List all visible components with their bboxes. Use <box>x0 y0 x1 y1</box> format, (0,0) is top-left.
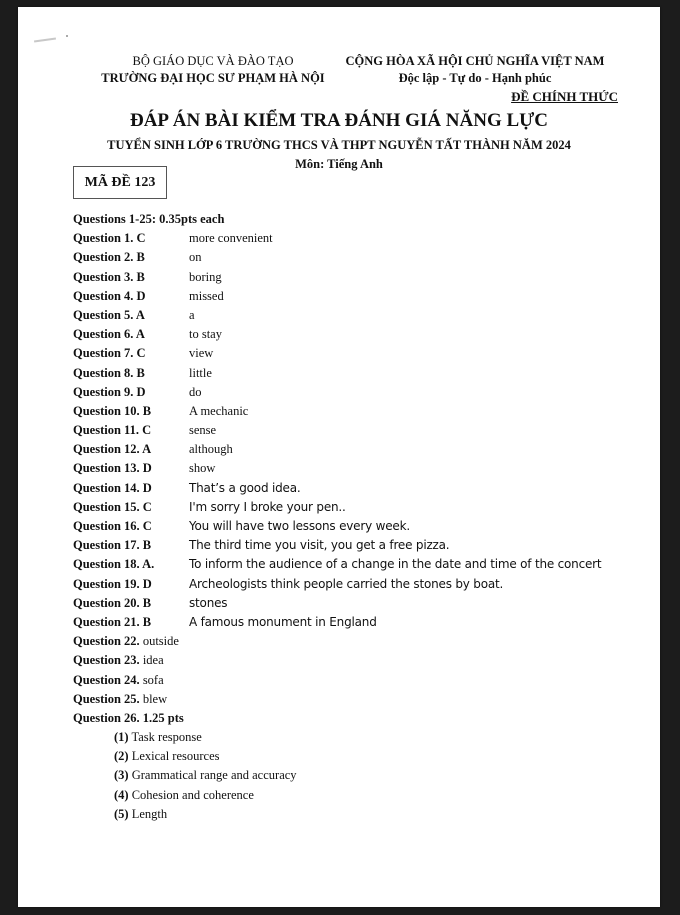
answer-row <box>73 421 297 440</box>
scan-dot <box>66 35 68 37</box>
question-label: Question 21. B <box>73 614 152 629</box>
criteria-number: (3) <box>114 768 129 783</box>
criteria-text: Task response <box>131 730 202 745</box>
answer-text: You will have two lessons every week. <box>189 519 410 533</box>
question-label: Question 22. <box>73 634 140 649</box>
answer-row <box>73 594 297 613</box>
answer-row <box>73 671 297 690</box>
answer-row <box>73 651 297 670</box>
document-title: ĐÁP ÁN BÀI KIỂM TRA ĐÁNH GIÁ NĂNG LỰC <box>129 110 549 131</box>
criteria-number: (1) <box>114 730 129 745</box>
question-label: Question 5. A <box>73 307 145 322</box>
answer-text: I'm sorry I broke your pen.. <box>189 499 346 514</box>
question-label: Question 25. <box>73 691 140 706</box>
answer-row <box>73 383 297 402</box>
answer-row <box>73 690 297 709</box>
official-label: ĐỀ CHÍNH THỨC <box>511 89 618 104</box>
answer-text: sense <box>189 423 217 438</box>
question-label: Question 11. C <box>73 423 152 438</box>
criteria-item <box>114 747 297 766</box>
answer-row <box>73 479 301 498</box>
question-label: Question 2. B <box>73 250 145 265</box>
answer-row <box>73 344 297 363</box>
question-label: Question 4. D <box>73 288 146 303</box>
question-label: Question 24. <box>73 672 140 687</box>
criteria-text: Length <box>131 806 168 821</box>
answer-text: boring <box>189 269 222 284</box>
answer-row <box>73 517 410 536</box>
question-label: Question 19. D <box>73 576 152 591</box>
criteria-number: (5) <box>114 806 129 821</box>
answer-row <box>73 440 297 459</box>
answer-row <box>73 325 297 344</box>
answer-list <box>73 210 602 824</box>
answer-row <box>73 287 297 306</box>
criteria-number: (2) <box>114 749 129 764</box>
question-label: Question 13. D <box>73 461 152 476</box>
question-label: Question 10. B <box>73 403 152 418</box>
answer-row <box>73 229 297 248</box>
answer-text: A mechanic <box>189 403 249 418</box>
answer-row <box>73 268 297 287</box>
criteria-text: Lexical resources <box>131 749 220 764</box>
question-label: Question 20. B <box>73 595 152 610</box>
criteria-list <box>73 728 297 824</box>
question-label: Question 8. B <box>73 365 145 380</box>
criteria-item <box>114 728 297 747</box>
answer-text: To inform the audience of a change in the date and time of the concert <box>189 557 602 572</box>
answer-text: to stay <box>189 327 222 342</box>
answer-text: blew <box>142 691 168 706</box>
ministry-name: BỘ GIÁO DỤC VÀ ĐÀO TẠO <box>132 54 294 68</box>
answer-row <box>73 536 450 555</box>
answer-text: Archeologists think people carried the stones by boat. <box>189 576 504 591</box>
answer-row <box>73 632 297 651</box>
answer-row <box>73 306 297 325</box>
criteria-number: (4) <box>114 787 129 802</box>
exam-code-box <box>73 166 167 199</box>
answer-text: missed <box>189 288 224 303</box>
question-label: Question 9. D <box>73 384 146 399</box>
answer-row <box>73 248 297 267</box>
exam-code: MÃ ĐỀ 123 <box>84 174 156 190</box>
answer-text: A famous monument in England <box>189 614 377 629</box>
question-label: Question 7. C <box>73 346 146 361</box>
answer-row <box>73 364 297 383</box>
question-label: Question 14. D <box>73 480 152 495</box>
answer-text: more convenient <box>189 231 273 246</box>
answer-row <box>73 575 504 594</box>
answer-text: That’s a good idea. <box>189 480 301 495</box>
header-right <box>330 53 620 87</box>
answer-text: view <box>189 346 214 361</box>
answer-row <box>73 555 602 574</box>
question-26-header: Question 26. 1.25 pts <box>73 710 184 725</box>
subject-label: Môn: Tiếng Anh <box>295 157 383 171</box>
answer-row <box>73 613 377 632</box>
header-left <box>98 53 328 87</box>
question-label: Question 16. C <box>73 519 152 533</box>
answer-text: do <box>189 384 202 399</box>
criteria-item <box>114 786 297 805</box>
answer-text: The third time you visit, you get a free pizza. <box>189 538 450 553</box>
document-subtitle: TUYỂN SINH LỚP 6 TRƯỜNG THCS VÀ THPT NGUYỄN TẤT THÀNH NĂM 2024 <box>107 138 571 152</box>
university-name: TRƯỜNG ĐẠI HỌC SƯ PHẠM HÀ NỘI <box>101 71 325 85</box>
answer-text: although <box>189 442 233 457</box>
question-label: Question 23. <box>73 653 140 668</box>
answer-row <box>73 498 346 517</box>
answer-text: idea <box>142 653 164 668</box>
motto: Độc lập - Tự do - Hạnh phúc <box>398 71 552 85</box>
answer-row <box>73 459 297 478</box>
question-label: Question 17. B <box>73 538 152 553</box>
answer-text: stones <box>189 595 228 610</box>
answer-text: sofa <box>142 672 164 687</box>
criteria-text: Grammatical range and accuracy <box>131 768 297 783</box>
answer-row <box>73 402 297 421</box>
question-label: Question 12. A <box>73 442 152 457</box>
answer-text: show <box>189 461 216 476</box>
question-label: Question 3. B <box>73 269 145 284</box>
answer-text: little <box>189 365 212 380</box>
question-label: Question 6. A <box>73 327 145 342</box>
question-label: Question 15. C <box>73 499 152 514</box>
answer-text: a <box>189 307 195 322</box>
question-label: Question 18. A. <box>73 557 155 572</box>
question-label: Question 1. C <box>73 231 146 246</box>
criteria-item <box>114 766 297 785</box>
answer-text: on <box>189 250 202 265</box>
answer-text: outside <box>142 634 179 649</box>
republic-name: CỘNG HÒA XÃ HỘI CHỦ NGHĨA VIỆT NAM <box>345 54 605 68</box>
document-page <box>18 7 660 907</box>
criteria-item <box>114 805 297 824</box>
criteria-text: Cohesion and coherence <box>131 787 254 802</box>
scan-mark <box>34 37 56 42</box>
section-header: Questions 1-25: 0.35pts each <box>73 212 225 226</box>
